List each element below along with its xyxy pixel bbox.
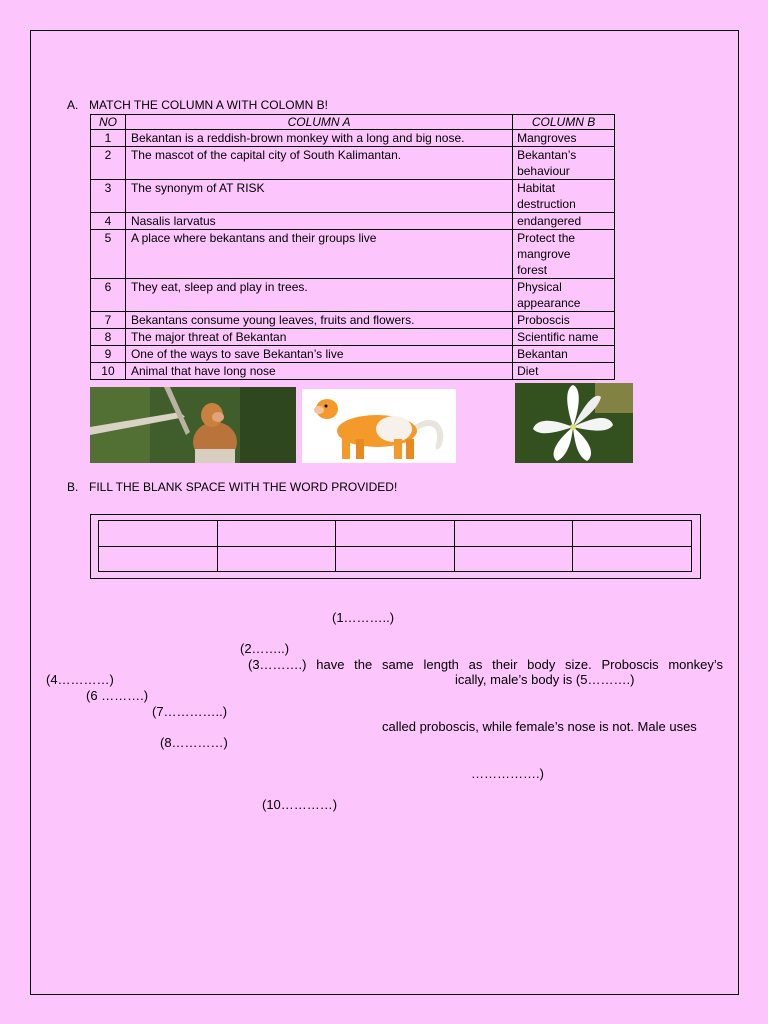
column-a-cell: Bekantans consume young leaves, fruits and flowers. [125, 312, 512, 329]
column-b-line: endangered [517, 214, 582, 228]
blank-line-4: (4…………) [46, 672, 114, 687]
word-bank-cell [454, 546, 573, 572]
table-row [91, 279, 615, 312]
column-a-cell: The mascot of the capital city of South Kalimantan. [125, 147, 512, 180]
column-a-cell: Animal that have long nose [125, 363, 512, 380]
row-number: 4 [91, 213, 126, 230]
blank-line-1: (1………..) [332, 610, 395, 625]
blank-line-7: (7…………..) [152, 704, 228, 719]
section-b-heading [67, 480, 397, 494]
section-b-title: FILL THE BLANK SPACE WITH THE WORD PROVIDED! [89, 480, 398, 494]
table-row [91, 363, 615, 380]
word-bank-cell [99, 521, 218, 547]
column-b-line: Proboscis [517, 313, 570, 327]
matching-table [90, 114, 615, 380]
column-b-line: Scientific name [517, 330, 599, 344]
column-b-cell [513, 329, 615, 346]
white-lily-flower-image [515, 383, 633, 463]
word-bank-table [98, 520, 692, 572]
section-b-letter: B. [67, 480, 79, 494]
row-number: 6 [91, 279, 126, 312]
blank-line-2: (2……..) [240, 641, 290, 656]
row-number: 5 [91, 230, 126, 279]
table-row [91, 329, 615, 346]
word-bank-cell [217, 546, 336, 572]
column-b-cell [513, 363, 615, 380]
column-b-line: Diet [517, 364, 539, 378]
word-bank-row [99, 521, 692, 547]
column-a-cell: They eat, sleep and play in trees. [125, 279, 512, 312]
blank-line-9: (8…………) [160, 735, 228, 750]
column-b-line: Physical [517, 280, 562, 294]
blank-line-3: (3……….) have the same length as their body size. Proboscis monkey’s [248, 657, 723, 672]
column-b-cell [513, 147, 615, 180]
header-no: NO [91, 115, 126, 130]
blank-line-5: ically, male’s body is (5……….) [455, 672, 635, 687]
word-bank-cell [454, 521, 573, 547]
word-bank-row [99, 546, 692, 572]
row-number: 7 [91, 312, 126, 329]
column-a-cell: The major threat of Bekantan [125, 329, 512, 346]
column-a-cell: A place where bekantans and their groups live [125, 230, 512, 279]
header-column-b: COLUMN B [513, 115, 615, 130]
blank-line-6: (6 ……….) [86, 688, 149, 703]
row-number: 9 [91, 346, 126, 363]
table-row [91, 346, 615, 363]
word-bank-cell [217, 521, 336, 547]
column-a-cell: Bekantan is a reddish-brown monkey with a long and big nose. [125, 130, 512, 147]
table-row [91, 130, 615, 147]
word-bank-cell [99, 546, 218, 572]
table-row [91, 312, 615, 329]
column-a-cell: One of the ways to save Bekantan’s live [125, 346, 512, 363]
column-b-cell [513, 346, 615, 363]
column-a-cell: Nasalis larvatus [125, 213, 512, 230]
blank-line-8: called proboscis, while female’s nose is not. Male uses [382, 719, 697, 734]
column-a-cell: The synonym of AT RISK [125, 180, 512, 213]
blank-line-10: …………….) [471, 766, 544, 781]
table-row [91, 147, 615, 180]
column-b-cell [513, 130, 615, 147]
column-b-line: behaviour [517, 164, 570, 178]
word-bank-cell [336, 521, 455, 547]
section-a-heading [67, 98, 328, 112]
column-b-line: Bekantan’s [517, 148, 577, 162]
column-b-line: forest [517, 263, 548, 277]
word-bank-cell [573, 546, 692, 572]
column-b-line: Mangroves [517, 131, 577, 145]
column-b-cell [513, 279, 615, 312]
row-number: 1 [91, 130, 126, 147]
section-a-letter: A. [67, 98, 79, 112]
column-b-line: Habitat [517, 181, 556, 195]
column-b-line: mangrove [517, 247, 571, 261]
header-column-a: COLUMN A [125, 115, 512, 130]
table-row [91, 213, 615, 230]
table-row [91, 230, 615, 279]
column-b-line: Protect the [517, 231, 576, 245]
column-b-cell [513, 312, 615, 329]
column-b-cell [513, 180, 615, 213]
row-number: 3 [91, 180, 126, 213]
table-row [91, 180, 615, 213]
row-number: 10 [91, 363, 126, 380]
matching-table-header [91, 115, 615, 130]
row-number: 8 [91, 329, 126, 346]
word-bank-cell [336, 546, 455, 572]
column-b-cell [513, 213, 615, 230]
column-b-line: destruction [517, 197, 576, 211]
column-b-line: appearance [517, 296, 581, 310]
column-b-line: Bekantan [517, 347, 568, 361]
column-b-cell [513, 230, 615, 279]
cartoon-monkey-image [302, 389, 456, 463]
blank-line-11: (10…………) [262, 797, 338, 812]
section-a-title: MATCH THE COLUMN A WITH COLOMN B! [89, 98, 328, 112]
row-number: 2 [91, 147, 126, 180]
proboscis-monkey-photo [90, 387, 296, 463]
word-bank-cell [573, 521, 692, 547]
